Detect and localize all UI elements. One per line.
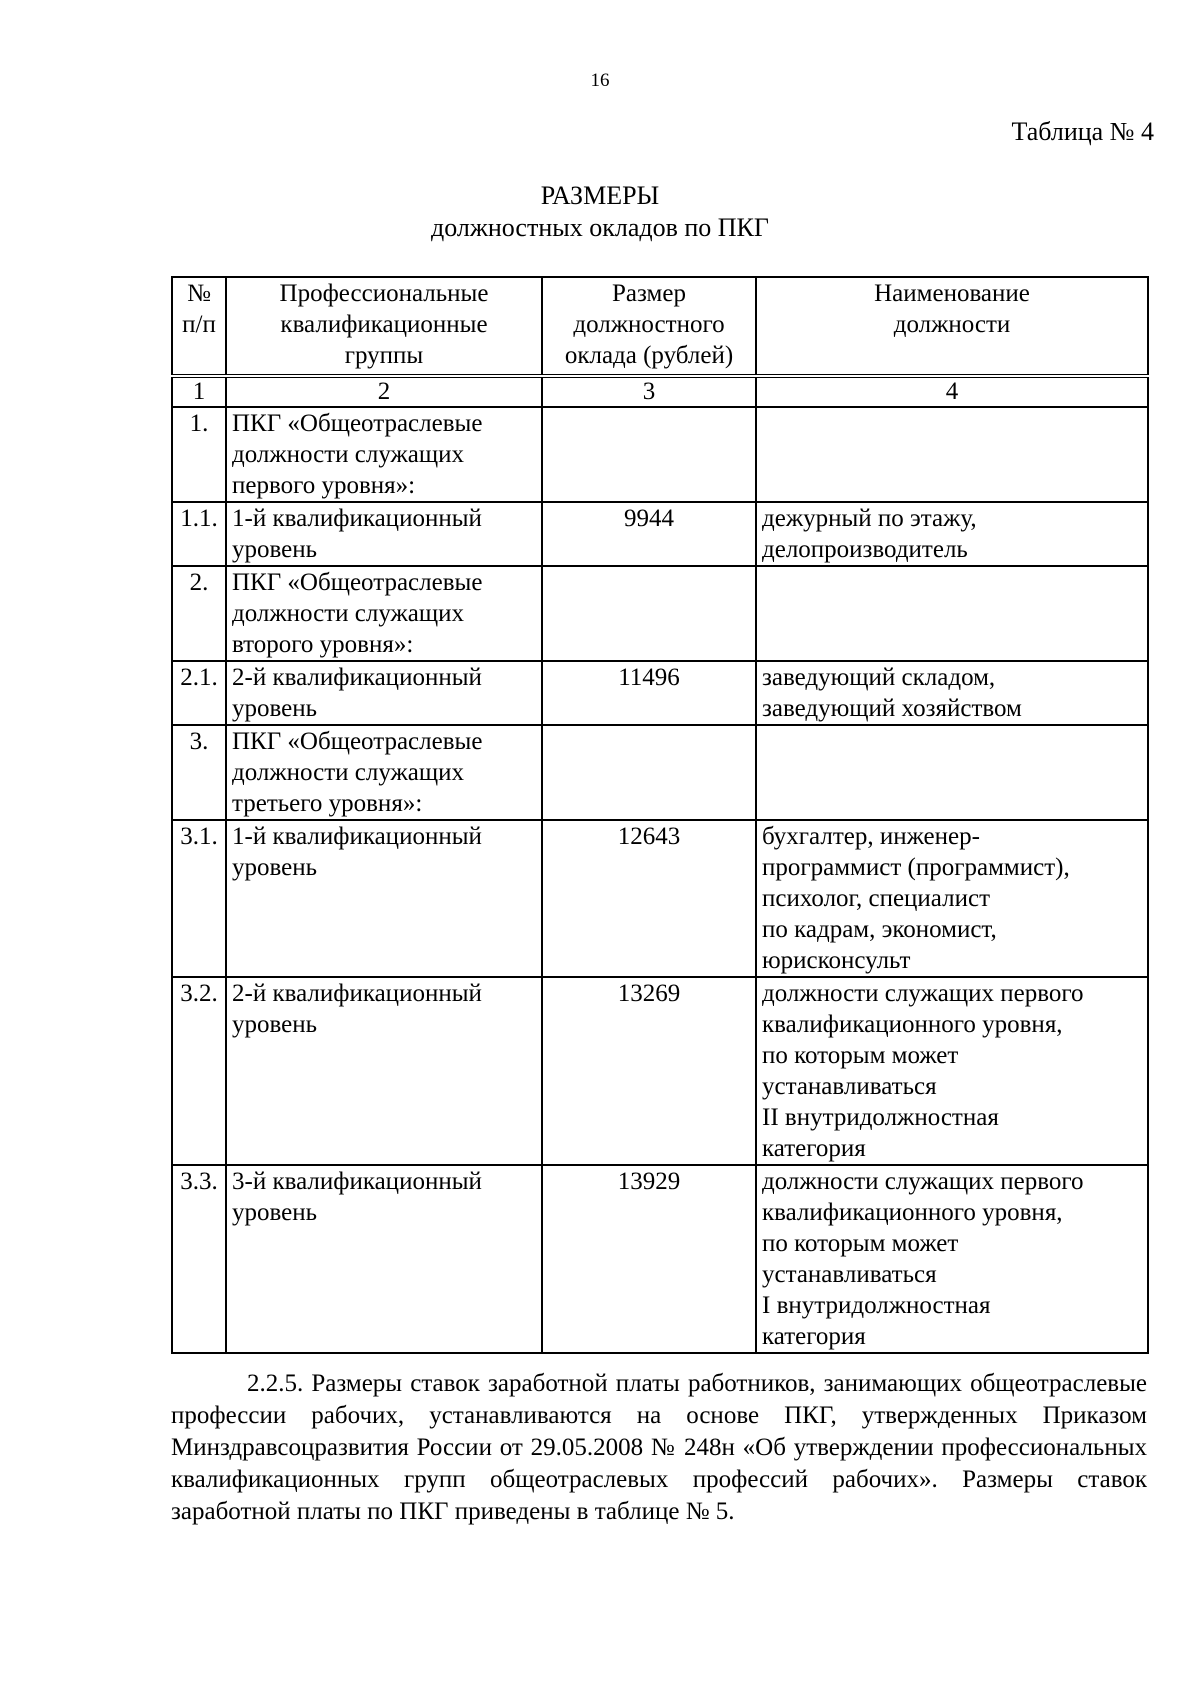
row-number-cell: 2.1. <box>172 661 226 725</box>
salary-cell: 13929 <box>542 1165 756 1353</box>
professional-group-cell: ПКГ «Общеотраслевые должности служащих первого уровня»: <box>226 407 542 502</box>
row-number-cell: 1.1. <box>172 502 226 566</box>
salary-cell: 11496 <box>542 661 756 725</box>
table-row <box>172 566 1148 661</box>
salary-cell <box>542 566 756 661</box>
table-row <box>172 820 1148 977</box>
professional-group-cell: ПКГ «Общеотраслевые должности служащих второго уровня»: <box>226 566 542 661</box>
table-row <box>172 661 1148 725</box>
row-number-cell: 2. <box>172 566 226 661</box>
header-salary-size: Размер должностного оклада (рублей) <box>542 277 756 376</box>
table-row <box>172 1165 1148 1353</box>
table-reference: Таблица № 4 <box>1011 117 1154 146</box>
title-main: РАЗМЕРЫ <box>540 181 660 210</box>
professional-group-cell: ПКГ «Общеотраслевые должности служащих третьего уровня»: <box>226 725 542 820</box>
salary-cell: 12643 <box>542 820 756 977</box>
page-number: 16 <box>590 70 610 91</box>
table-row <box>172 725 1148 820</box>
row-number-cell: 3.2. <box>172 977 226 1165</box>
professional-group-cell: 2-й квалификационный уровень <box>226 661 542 725</box>
position-name-cell <box>756 725 1148 820</box>
position-name-cell: заведующий складом, заведующий хозяйством <box>756 661 1148 725</box>
table-body <box>172 376 1148 1353</box>
professional-group-cell: 1-й квалификационный уровень <box>226 502 542 566</box>
position-name-cell <box>756 566 1148 661</box>
salary-cell <box>542 407 756 502</box>
salary-cell <box>542 725 756 820</box>
position-name-cell: должности служащих первого квалификационного уровня, по которым может устанавливаться I внутридолжностная категория <box>756 1165 1148 1353</box>
table-row <box>172 407 1148 502</box>
column-number: 1 <box>172 376 226 407</box>
column-number-row <box>172 376 1148 407</box>
table-row <box>172 977 1148 1165</box>
body-paragraph: 2.2.5. Размеры ставок заработной платы работников, занимающих общеотраслевые профессии рабочих, устанавливаются на основе ПКГ, утвержденных Приказом Минздравсоцразвития России от 29.05.2008 № 248н «Об утверждении профессиональных квалификационных групп общеотраслевых профессий рабочих». Размеры ставок заработной платы по ПКГ приведены в таблице № 5. <box>171 1370 1147 1525</box>
header-professional-group: Профессиональные квалификационные группы <box>226 277 542 376</box>
header-position-name: Наименование должности <box>756 277 1148 376</box>
position-name-cell: должности служащих первого квалификационного уровня, по которым может устанавливаться II внутридолжностная категория <box>756 977 1148 1165</box>
salary-table <box>171 276 1149 1354</box>
table-title <box>0 180 1200 244</box>
title-subtitle: должностных окладов по ПКГ <box>431 213 769 242</box>
salary-cell: 13269 <box>542 977 756 1165</box>
row-number-cell: 3.1. <box>172 820 226 977</box>
column-number: 3 <box>542 376 756 407</box>
salary-cell: 9944 <box>542 502 756 566</box>
professional-group-cell: 2-й квалификационный уровень <box>226 977 542 1165</box>
position-name-cell: бухгалтер, инженер- программист (программист), психолог, специалист по кадрам, экономист, юрисконсульт <box>756 820 1148 977</box>
professional-group-cell: 1-й квалификационный уровень <box>226 820 542 977</box>
column-number: 4 <box>756 376 1148 407</box>
professional-group-cell: 3-й квалификационный уровень <box>226 1165 542 1353</box>
row-number-cell: 1. <box>172 407 226 502</box>
row-number-cell: 3.3. <box>172 1165 226 1353</box>
position-name-cell: дежурный по этажу, делопроизводитель <box>756 502 1148 566</box>
table-row <box>172 502 1148 566</box>
position-name-cell <box>756 407 1148 502</box>
table-header-row <box>172 277 1148 376</box>
row-number-cell: 3. <box>172 725 226 820</box>
header-number: № п/п <box>172 277 226 376</box>
column-number: 2 <box>226 376 542 407</box>
